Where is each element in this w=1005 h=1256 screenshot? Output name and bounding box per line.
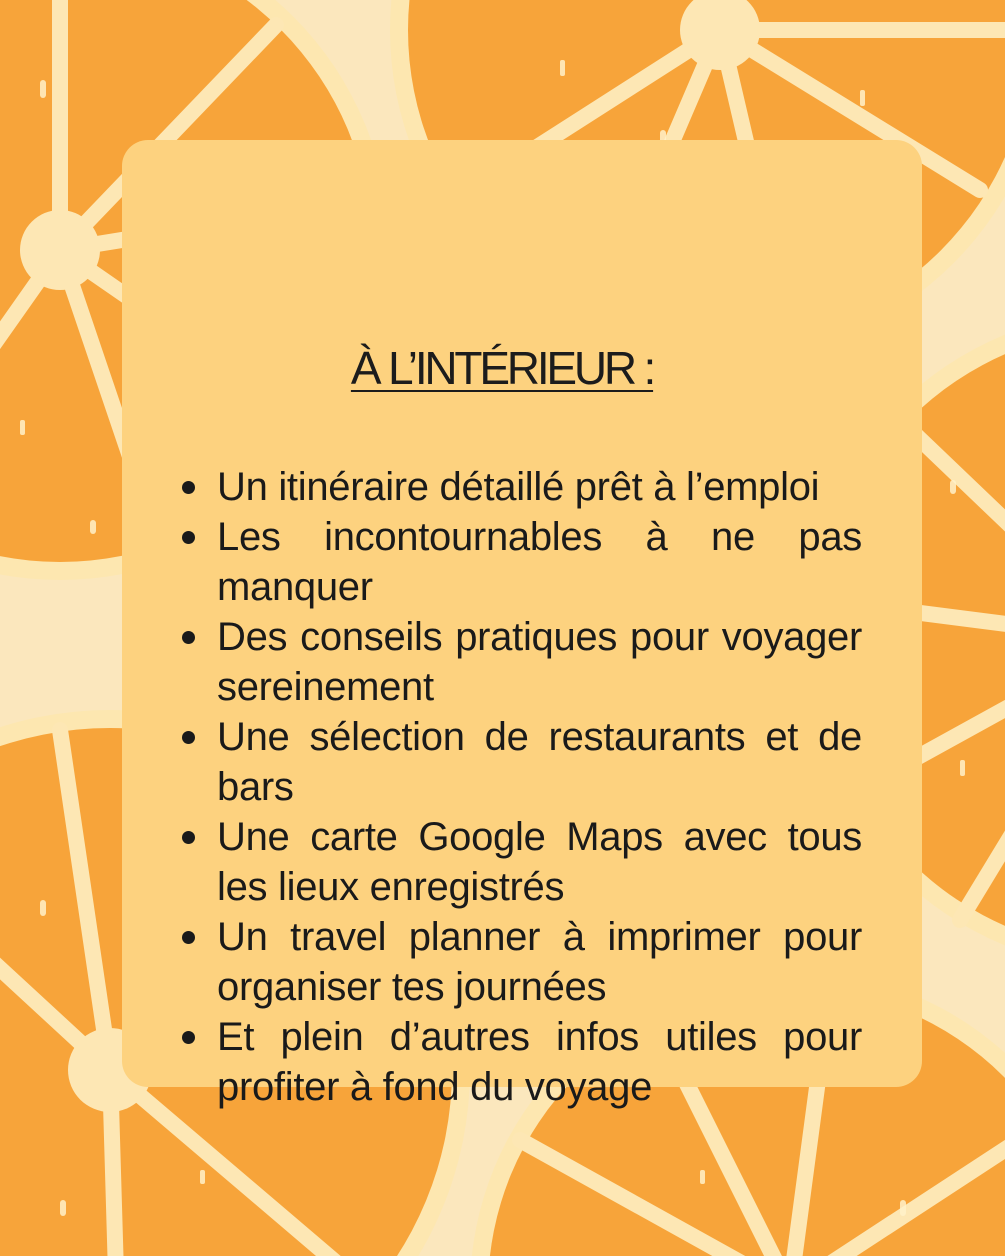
list-item-label: Et plein d’autres infos utiles pour profiter à fond du voyage: [217, 1015, 862, 1109]
bullet-icon: [182, 631, 195, 644]
list-item-label: Une sélection de restaurants et de bars: [217, 715, 862, 809]
list-item: [217, 1012, 862, 1112]
list-item-label: Une carte Google Maps avec tous les lieux enregistrés: [217, 815, 862, 909]
list-item: [217, 462, 862, 512]
list-item-label: Des conseils pratiques pour voyager sereinement: [217, 615, 862, 709]
bullet-icon: [182, 481, 195, 494]
bullet-icon: [182, 831, 195, 844]
list-item: [217, 812, 862, 912]
list-item: [217, 912, 862, 1012]
bullet-icon: [182, 931, 195, 944]
list-item: [217, 712, 862, 812]
bullet-icon: [182, 731, 195, 744]
list-item: [217, 512, 862, 612]
feature-list: [217, 462, 862, 1112]
list-item-label: Un travel planner à imprimer pour organiser tes journées: [217, 915, 862, 1009]
list-item: [217, 612, 862, 712]
list-item-label: Un itinéraire détaillé prêt à l’emploi: [217, 465, 820, 509]
bullet-icon: [182, 1031, 195, 1044]
card-title: À L’INTÉRIEUR :: [350, 342, 654, 394]
content-card: [122, 140, 922, 1109]
list-item-label: Les incontournables à ne pas manquer: [217, 515, 862, 609]
bullet-icon: [182, 531, 195, 544]
